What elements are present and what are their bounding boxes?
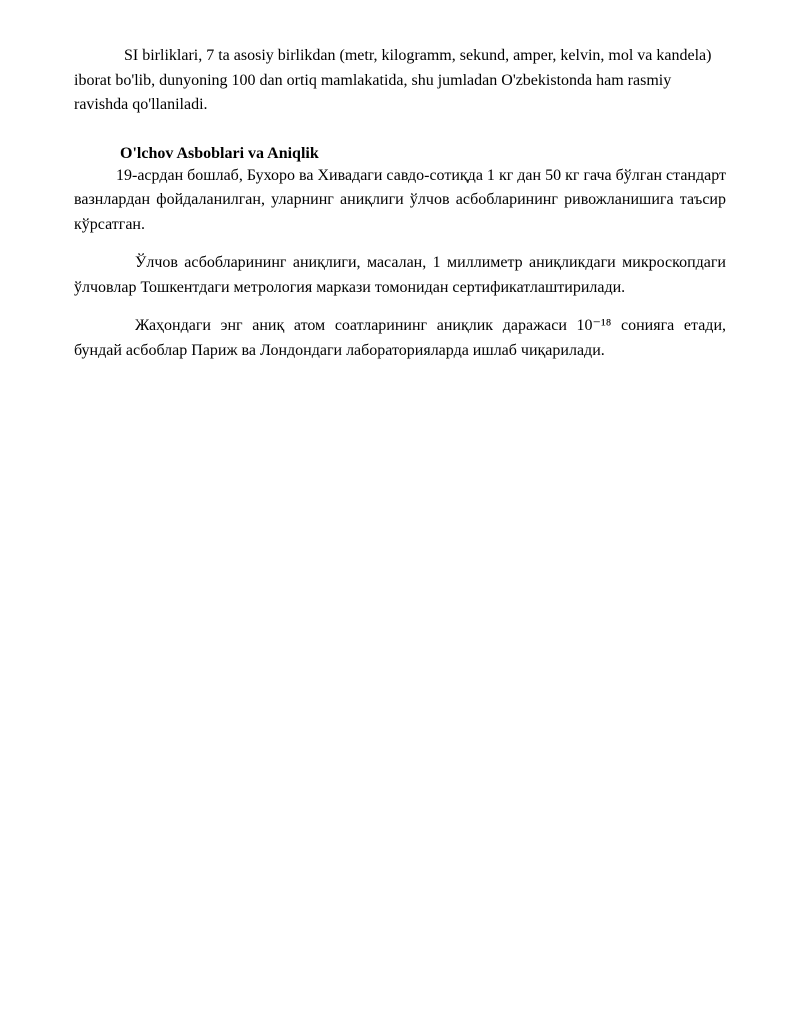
paragraph-bukhara-khiva: 19-асрдан бошлаб, Бухоро ва Хивадаги савдо-сотиқда 1 кг дан 50 кг гача бўлган стандарт вазнлардан фойдаланилган, уларнинг аниқлиги ўлчов асбобларининг ривожланишига таъсир кўрсатган. xyxy=(74,166,726,233)
exponent: ⁻¹⁸ xyxy=(592,317,612,334)
paragraph-atomic-clocks-end: сонияга етади, бундай асбоблар Париж ва Лондондаги лабораторияларда ишлаб чиқарилади. xyxy=(74,317,727,359)
paragraph-atomic-clocks xyxy=(74,314,726,363)
paragraph-si-units: SI birliklari, 7 ta asosiy birlikdan (metr, kilogramm, sekund, amper, kelvin, mol va kandela) iborat bo'lib, dunyoning 100 dan ortiq mamlakatida, shu jumladan O'zbekistonda ham rasmiy ravishda qo'llaniladi. xyxy=(74,47,712,113)
paragraph-measurement-accuracy: Ўлчов асбобларининг аниқлиги, масалан, 1 миллиметр аниқликдаги микроскопдаги ўлчовлар Тошкентдаги метрология маркази томонидан сертификатлаштирилади. xyxy=(74,254,726,296)
document-page xyxy=(74,44,726,363)
paragraph-atomic-clocks-start: Жаҳондаги энг аниқ атом соатларининг аниқлик даражаси 10 xyxy=(135,317,593,334)
section-heading: O'lchov Asboblari va Aniqlik xyxy=(120,144,319,162)
